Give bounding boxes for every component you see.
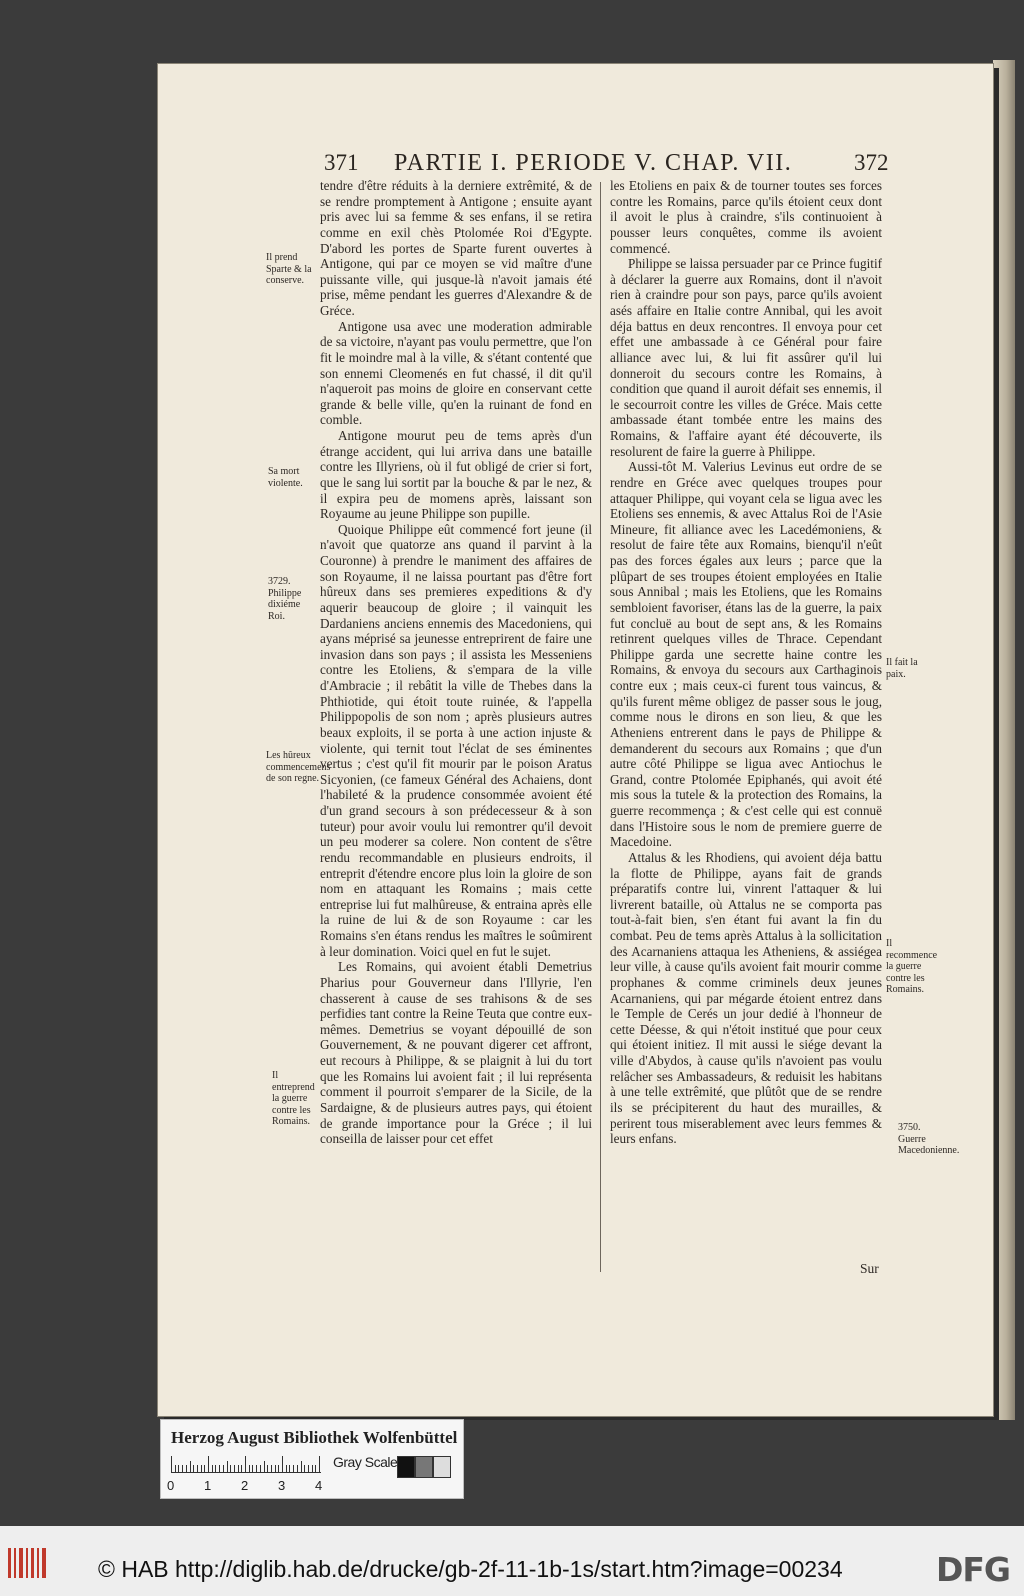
ruler-tick: [230, 1465, 231, 1472]
right-text-column: [610, 178, 882, 1147]
scale-label: 4: [315, 1478, 323, 1493]
ruler-tick: [275, 1465, 276, 1472]
scale-label: 2: [241, 1478, 249, 1493]
ruler-tick: [219, 1465, 220, 1472]
ruler-tick: [260, 1465, 261, 1472]
ruler-tick: [223, 1465, 224, 1472]
ruler-tick: [178, 1465, 179, 1472]
ruler-tick: [297, 1465, 298, 1472]
ruler-tick: [304, 1465, 305, 1472]
ruler-tick: [245, 1456, 246, 1472]
ruler-tick: [193, 1465, 194, 1472]
page-number-right: 372: [854, 150, 889, 175]
ruler-tick: [308, 1465, 309, 1472]
margin-note: Il recommence la guerre contre les Romains.: [886, 938, 938, 996]
paragraph: Les Romains, qui avoient établi Demetrius Pharius pour Gouverneur dans l'Illyrie, l'en chasserent à cause de ses trahisons & de ses perfidies tant contre la Reine Teuta que contre eux-mêmes. Demetrius se voyant dépouillé de son Gouvernement, & ne pouvant digerer cet affront, eut recours à Philippe, & se plaignit à lui du tort que les Romains lui avoient fait ; il lui représenta comment il pourroit s'emparer de la Sicile, de la Sardaigne, & de plusieurs autres pays, qui étoient de grande importance pour la Gréce ; il lui conseilla de laisser pour cet effet: [320, 959, 592, 1147]
margin-note: Il prend Sparte & la conserve.: [266, 252, 312, 287]
catchword: Sur: [860, 1261, 879, 1276]
paragraph: tendre d'être réduits à la derniere extrêmité, & de se rendre promptement à Antigone ; ensuite ayant pris avec lui sa femme & ses enfans, il se retira comme en exil chès Ptolomée Roi d'Egypte. D'abord les portes de Sparte furent ouvertes à Antigone, qui par ce moyen se vid maître d'une puissante ville, qui jusque-là n'avoit jamais été prise, même pendant les guerres d'Alexandre & de Gréce.: [320, 178, 592, 318]
ruler-tick: [252, 1465, 253, 1472]
gray-swatch: [433, 1456, 451, 1478]
margin-note: Les hûreux commencemens de son regne.: [266, 750, 331, 785]
footer-bar: [0, 1526, 1024, 1596]
gray-swatch: [415, 1456, 433, 1478]
paragraph: Antigone usa avec une moderation admirable de sa victoire, n'ayant pas voulu permettre, que l'on fit le moindre mal à la ville, & s'étant contenté que son ennemi Cleomenés en fut chassé, il dit qu'il n'aqueroit pas moins de gloire en conservant cette grande & belle ville, qu'en la ruinant de fond en comble.: [320, 318, 592, 428]
paragraph: Quoique Philippe eût commencé fort jeune (il n'avoit que quatorze ans quand il parvint à la Couronne) à prendre le maniment des affaires de son Royaume, il ne laissa pourtant pas d'être fort hûreux dans ses premieres expeditions & d'y aquerir beaucoup de gloire ; il vainquit les Dardaniens anciens ennemis des Macedoniens, qui ayans méprisé sa jeunesse entreprirent de faire une invasion dans son pays ; il assista les Messeniens contre les Etoliens, & s'empara de la ville d'Ambracie ; il rebâtit la ville de Thebes dans la Phthiotide, qui étoit toute ruinée, & l'appella Philippopolis de son nom ; après plusieurs autres beaux exploits, il se porta à une action injuste & violente, qui ternit tout l'éclat de ses éminentes vertus ; c'est qu'il fit mourir par le poison Aratus Sicyonien, (ce fameux Général des Achaiens, dont l'habileté & la prudence consommée avoient été d'un grand secours à son prédecesseur & à son tuteur) pour avoir voulu lui remontrer qu'il devoit un peu moderer sa colere. Non content de s'être rendu recommandable en plusieurs endroits, il entreprit d'étendre encore plus loin la gloire de son nom en attaquant les Romains ; mais cette entreprise lui fut malhûreuse, & entraina après elle la ruine de lui & de son Royaume : car les Romains s'en étans rendus les maîtres le soûmirent à leur domination. Voici quel en fut le sujet.: [320, 521, 592, 959]
color-calibration-strip: [160, 1419, 464, 1499]
ruler-tick: [249, 1465, 250, 1472]
library-name: Herzog August Bibliothek Wolfenbüttel: [171, 1428, 458, 1447]
ruler-tick: [227, 1461, 228, 1472]
ruler-tick: [204, 1465, 205, 1472]
ruler-tick: [241, 1465, 242, 1472]
ruler-tick: [215, 1465, 216, 1472]
paragraph: Antigone mourut peu de tems après d'un étrange accident, qui lui arriva dans une bataille contre les Illyriens, où il fut obligé de crier si fort, que le sang lui sortit par la bouche & par le nez, & il expira peu de momens après, laissant son Royaume au jeune Philippe son pupille.: [320, 428, 592, 522]
margin-note: Il fait la paix.: [886, 657, 918, 680]
ruler-tick: [234, 1465, 235, 1472]
paragraph: Attalus & les Rhodiens, qui avoient déja battu la flotte de Philippe, ayans fait de grands préparatifs contre lui, vinrent l'attaquer & lui livrerent bataille, où Attalus ne se comporta pas tout-à-fait bien, s'en étant fui avant la fin du combat. Peu de tems après Attalus à la sollicitation des Acarnaniens attaqua les Atheniens, & assiégea leur ville, à cause qu'ils avoient fait mourir comme prophanes & comme criminels deux jeunes Acarnaniens, qui par mégarde étoient entrez dans le Temple de Cerés un jour dedié à l'honneur de cette Déesse, & qui n'étoit institué que pour ceux qui étoient initiez. Il mit aussi le siége devant la ville d'Abydos, à cause qu'ils n'avoient pas voulu relâcher ses Ambassadeurs, & reduisit les habitans à une telle extrêmité, que plûtôt que de se rendre ils se précipiterent du haut des murailles, & perirent tous miserablement avec leurs femmes & leurs enfans.: [610, 849, 882, 1147]
ruler-tick: [238, 1465, 239, 1472]
ruler-tick: [264, 1461, 265, 1472]
ruler-tick: [278, 1465, 279, 1472]
ruler-tick: [312, 1465, 313, 1472]
margin-note: 3729. Philippe dixiéme Roi.: [268, 576, 302, 622]
paragraph: Philippe se laissa persuader par ce Prince fugitif à déclarer la guerre aux Romains, dont il n'avoit rien à craindre pour son pays, parce qu'ils avoient asés affaire en Italie contre Annibal, qui les avoit déja battus en deux rencontres. Il envoya pour cet effet une ambassade à ce Général pour faire alliance avec lui, & lui fit assûrer qu'il lui donneroit du secours contre les Romains, à condition que quand il auroit défait ses ennemis, il le secourroit contre les villes de Gréce. Mais cette ambassade étant tombée entre les mains des Romains, & l'affaire ayant été découverte, ils resolurent de faire la guerre à Philippe.: [610, 256, 882, 459]
running-title: PARTIE I. PERIODE V. CHAP. VII.: [394, 150, 793, 176]
running-head: [324, 150, 898, 180]
ruler-tick: [271, 1465, 272, 1472]
source-url[interactable]: © HAB http://diglib.hab.de/drucke/gb-2f-11-1b-1s/start.htm?image=00234: [98, 1556, 843, 1582]
margin-note: Il entreprend la guerre contre les Romains.: [272, 1070, 315, 1128]
ruler-tick: [319, 1456, 320, 1472]
ruler-tick: [186, 1465, 187, 1472]
scale-label: 3: [278, 1478, 286, 1493]
ruler-tick: [301, 1461, 302, 1472]
ruler-tick: [256, 1465, 257, 1472]
paragraph: les Etoliens en paix & de tourner toutes ses forces contre les Romains, parce qu'ils étoient ceux dont il avoit le plus à craindre, s'ils continuoient à pousser leurs conquêtes, comme ils avoient commencé.: [610, 178, 882, 256]
gray-swatch: [397, 1456, 415, 1478]
ruler-tick: [208, 1456, 209, 1472]
ruler-tick: [293, 1465, 294, 1472]
ruler-tick: [315, 1465, 316, 1472]
grayscale-label: Gray Scale: [333, 1454, 398, 1470]
scale-label: 0: [167, 1478, 175, 1493]
page-number-left: 371: [324, 150, 359, 175]
ruler-tick: [289, 1465, 290, 1472]
scale-ruler: [171, 1456, 321, 1473]
ruler-tick: [282, 1456, 283, 1472]
ruler-tick: [286, 1465, 287, 1472]
ruler-tick: [197, 1465, 198, 1472]
margin-note: 3750. Guerre Macedonienne.: [898, 1122, 960, 1157]
page-edge: [993, 60, 1015, 1420]
left-text-column: [320, 178, 592, 1147]
dfg-logo: DFG: [936, 1550, 1011, 1589]
ruler-tick: [190, 1461, 191, 1472]
ruler-tick: [201, 1465, 202, 1472]
barcode-icon: [8, 1548, 46, 1578]
scale-label: 1: [204, 1478, 212, 1493]
ruler-tick: [175, 1465, 176, 1472]
column-rule: [600, 182, 601, 1272]
ruler-tick: [212, 1465, 213, 1472]
paragraph: Aussi-tôt M. Valerius Levinus eut ordre de se rendre en Gréce avec quelques troupes pour attaquer Philippe, qui voyant cela se ligua avec les Etoliens ses ennemis, & avec Attalus Roi de l'Asie Mineure, fit alliance avec les Lacedémoniens, & resolut de faire tête aux Romains, bienqu'il n'eût pas des forces égales aux leurs ; parce que la plûpart de ses troupes étoient employées en Italie sous Annibal ; mais les Etoliens, que les Romains sembloient favoriser, étans las de la guerre, la paix fut concluë au bout de sept ans, & les Romains retinrent quelques villes de Thrace. Cependant Philippe garda une secrette haine contre les Romains, & envoya du secours aux Carthaginois contre eux ; mais ceux-ci furent tous vaincus, & qu'ils furent même obligez de passer sous le joug, comme nous le dirons en son lieu, & que les Atheniens entrerent dans le pays de Philippe & demanderent du secours aux Romains ; que d'un autre côté Philippe se ligua avec Antiochus le Grand, contre Ptolomée Epiphanés, qui avoit été mis sous la tutele & la protection des Romains, la guerre recommença ; & c'est celle qui est connuë dans l'Histoire sous le nom de premiere guerre de Macedoine.: [610, 459, 882, 850]
margin-note: Sa mort violente.: [268, 466, 303, 489]
book-page: [158, 64, 993, 1416]
ruler-tick: [182, 1465, 183, 1472]
ruler-tick: [171, 1456, 172, 1472]
ruler-tick: [267, 1465, 268, 1472]
